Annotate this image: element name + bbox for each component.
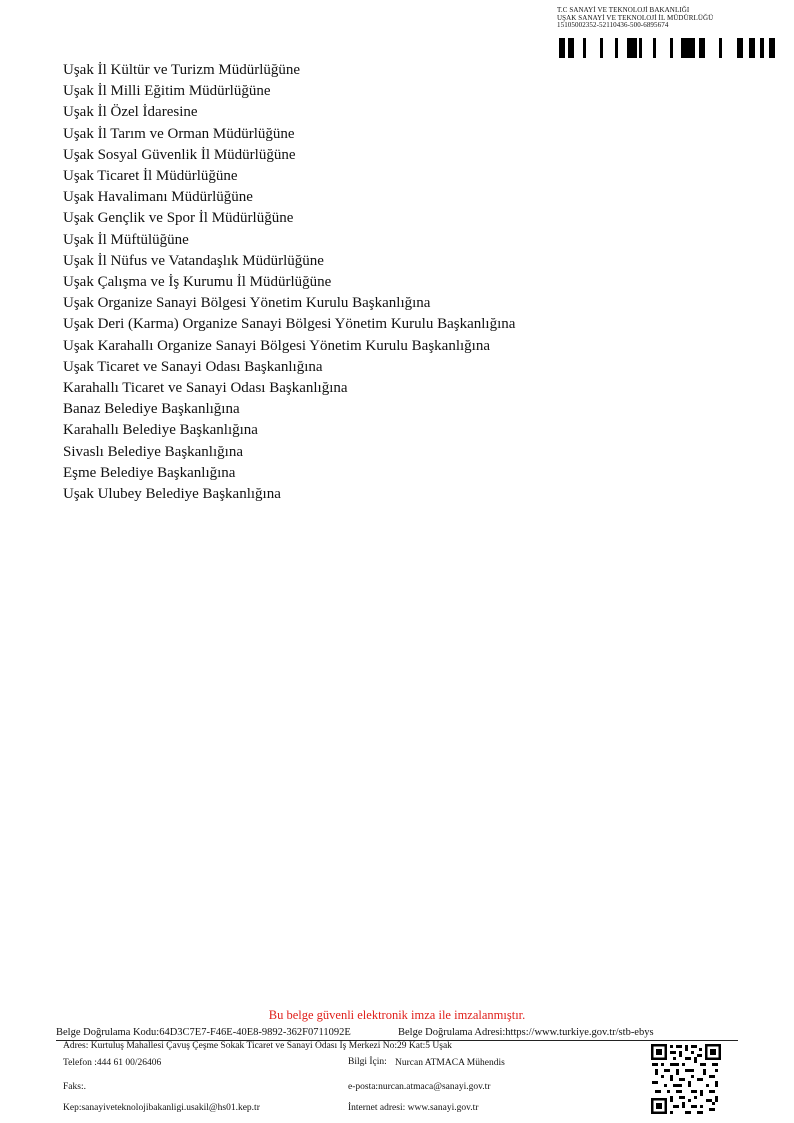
fax-number: Faks:. — [63, 1082, 86, 1092]
recipient-item: Uşak İl Özel İdaresine — [63, 104, 198, 121]
recipient-item: Uşak Sosyal Güvenlik İl Müdürlüğüne — [63, 146, 296, 163]
recipient-item: Uşak Gençlik ve Spor İl Müdürlüğüne — [63, 210, 294, 227]
qr-code — [650, 1043, 722, 1115]
recipient-item: Uşak Ticaret ve Sanayi Odası Başkanlığına — [63, 358, 323, 375]
info-label: Bilgi İçin: — [348, 1057, 387, 1067]
recipient-item: Karahallı Ticaret ve Sanayi Odası Başkanlığına — [63, 380, 348, 397]
recipient-item: Uşak Ticaret İl Müdürlüğüne — [63, 168, 238, 185]
recipient-item: Uşak Havalimanı Müdürlüğüne — [63, 189, 253, 206]
recipient-item: Uşak İl Nüfus ve Vatandaşlık Müdürlüğüne — [63, 252, 324, 269]
phone-number: Telefon :444 61 00/26406 — [63, 1058, 162, 1068]
recipient-item: Uşak Deri (Karma) Organize Sanayi Bölgesi Yönetim Kurulu Başkanlığına — [63, 316, 516, 333]
info-person: Nurcan ATMACA Mühendis — [395, 1058, 505, 1068]
kep-address: Kep:sanayiveteknolojibakanligi.usakil@hs01.kep.tr — [63, 1103, 260, 1113]
recipient-item: Sivaslı Belediye Başkanlığına — [63, 443, 243, 460]
recipient-item: Uşak İl Kültür ve Turizm Müdürlüğüne — [63, 62, 301, 78]
document-number: 15105002352-52110436-500-6895674 — [557, 21, 669, 29]
recipient-item: Karahallı Belediye Başkanlığına — [63, 422, 258, 439]
recipient-item: Uşak Organize Sanayi Bölgesi Yönetim Kurulu Başkanlığına — [63, 295, 431, 312]
email-address[interactable]: e-posta:nurcan.atmaca@sanayi.gov.tr — [348, 1082, 491, 1092]
recipient-item: Uşak Karahallı Organize Sanayi Bölgesi Yönetim Kurulu Başkanlığına — [63, 337, 490, 354]
verification-address[interactable]: Belge Doğrulama Adresi:https://www.turkiye.gov.tr/stb-ebys — [398, 1027, 654, 1038]
verification-code: Belge Doğrulama Kodu:64D3C7E7-F46E-40E8-9892-362F0711092E — [56, 1027, 351, 1038]
recipient-item: Banaz Belediye Başkanlığına — [63, 401, 240, 418]
directorate-name: UŞAK SANAYİ VE TEKNOLOJİ İL MÜDÜRLÜĞÜ — [557, 13, 714, 22]
recipient-item: Uşak Çalışma ve İş Kurumu İl Müdürlüğüne — [63, 274, 332, 291]
document-header — [557, 7, 777, 30]
recipient-list — [63, 60, 515, 505]
recipient-item: Uşak İl Müftülüğüne — [63, 231, 189, 248]
recipient-item: Uşak İl Tarım ve Orman Müdürlüğüne — [63, 125, 295, 142]
ministry-name: T.C SANAYİ VE TEKNOLOJİ BAKANLIĞI — [557, 6, 690, 14]
office-address: Adres: Kurtuluş Mahallesi Çavuş Çeşme Sokak Ticaret ve Sanayi Odası İş Merkezi No:29 Kat:5 Uşak — [63, 1041, 452, 1051]
recipient-item: Uşak Ulubey Belediye Başkanlığına — [63, 486, 281, 503]
barcode — [557, 38, 777, 58]
recipient-item: Eşme Belediye Başkanlığına — [63, 464, 236, 481]
e-signature-note: Bu belge güvenli elektronik imza ile imzalanmıştır. — [268, 1008, 526, 1022]
website-address[interactable]: İnternet adresi: www.sanayi.gov.tr — [348, 1103, 479, 1113]
recipient-item: Uşak İl Milli Eğitim Müdürlüğüne — [63, 83, 271, 100]
